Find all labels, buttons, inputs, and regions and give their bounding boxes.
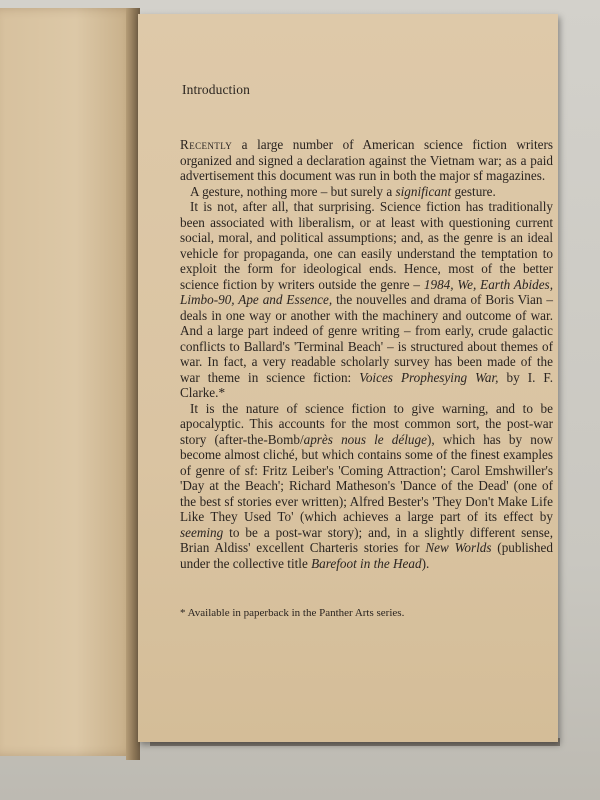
emphasis-significant: significant xyxy=(395,183,452,199)
paragraph-3-text-a: It is not, after all, that surprising. Science fiction has traditionally been associated with liberalism, or at least with questioning current social, moral, and political assumptions; and, as the genre is an ideal vehicle for propaganda, one can easily understand the temptation to exploit the form for ideological ends. Hence, most of the better science fiction by writers outside the genre – xyxy=(180,199,553,292)
paragraph-3 xyxy=(180,199,553,401)
italic-seeming: seeming xyxy=(180,524,224,540)
page-header: Introduction xyxy=(182,82,250,97)
italic-title-voices: Voices Prophesying War, xyxy=(359,369,499,385)
paragraph-4-text-b: ), which has by now become almost cliché, but which contains some of the finest examples of genre of sf: Fritz Leiber's 'Coming Attraction'; Carol Emshwiller's 'Day at the Beach'; Richard Matheson's 'Dance of the Dead' (one of the best sf stories ever written); Alfred Bester's 'They Don't Make Life Like They Used To' (which achieves a large part of its effect by xyxy=(180,431,553,524)
italic-barefoot: Barefoot in the Head xyxy=(311,555,422,571)
footnote: * Available in paperback in the Panther Arts series. xyxy=(180,607,405,619)
paragraph-3-text-b: the nouvelles and drama of Boris Vian – deals in one way or another with the machinery and outcome of war. And a large part indeed of genre writing – from early, crude galactic conflicts to Ballard's 'Terminal Beach' – is structured about themes of war. In fact, a very readable scholarly survey has been made of the war theme in science fiction: xyxy=(180,292,553,385)
opening-word: Recently xyxy=(180,137,233,152)
paragraph-3-text-c: by I. F. Clarke.* xyxy=(180,369,553,400)
paragraph-2-text-b: gesture. xyxy=(451,183,496,199)
paragraph-4-text-a: It is the nature of science fiction to give warning, and to be apocalyptic. This accounts for the most common sort, the post-war story (after-the-Bomb/ xyxy=(180,400,553,447)
paragraph-2 xyxy=(180,184,553,200)
body-text xyxy=(180,137,553,571)
paragraph-4-text-e: ). xyxy=(421,555,430,571)
italic-titles: 1984, We, Earth Abides, Limbo-90, Ape and Essence, xyxy=(180,276,553,307)
left-page xyxy=(0,8,138,756)
paragraph-1-text: a large number of American science fiction writers organized and signed a declaration against the Vietnam war; as a paid advertisement this document was run in both the major sf magazines. xyxy=(180,137,553,183)
paragraph-4-text-c: to be a post-war story); and, in a slightly different sense, Brian Aldiss' excellent Charteris stories for xyxy=(180,524,553,555)
italic-new-worlds: New Worlds xyxy=(425,540,492,555)
italic-apres: après nous le déluge xyxy=(303,431,427,447)
paragraph-2-text-a: A gesture, nothing more – but surely a xyxy=(190,183,396,199)
paragraph-4-text-d: (published under the collective title xyxy=(180,540,553,571)
paragraph-4 xyxy=(180,401,553,572)
paragraph-1 xyxy=(180,137,553,184)
